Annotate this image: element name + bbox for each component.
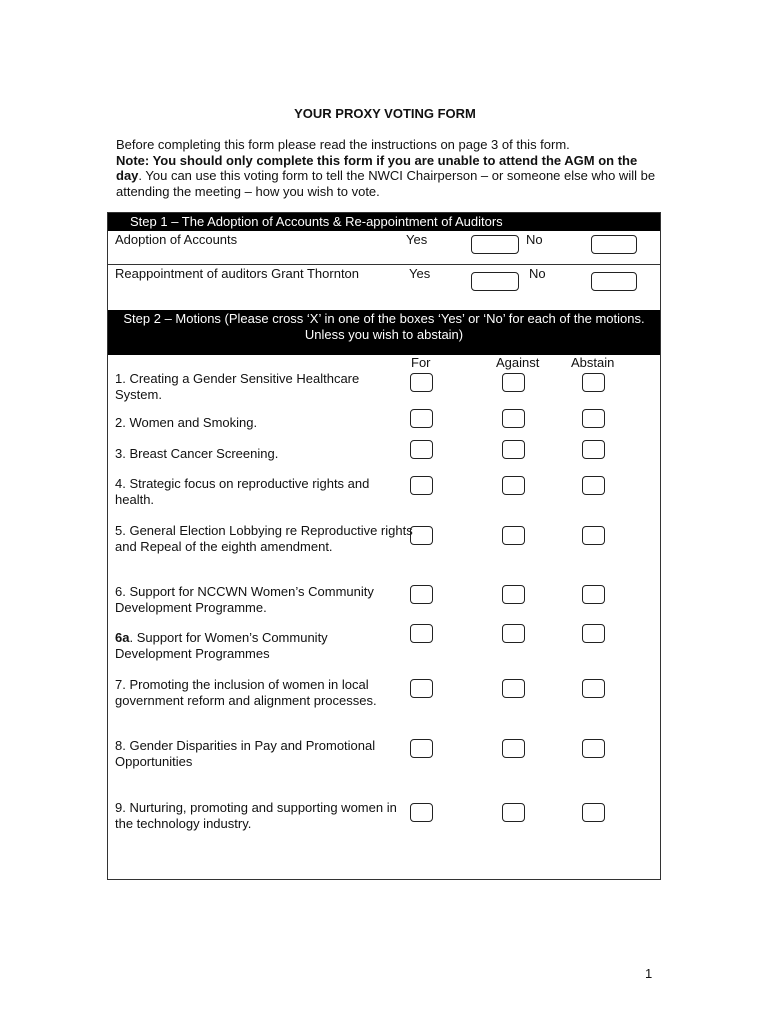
motion-6a-text — [115, 630, 405, 661]
motion-2-against-checkbox[interactable] — [502, 409, 525, 428]
intro-line1: Before completing this form please read the instructions on page 3 of this form. — [116, 137, 570, 152]
motion-2-for-checkbox[interactable] — [410, 409, 433, 428]
no-label: No — [529, 266, 546, 281]
page-number: 1 — [645, 966, 653, 981]
motion-8-against-checkbox[interactable] — [502, 739, 525, 758]
motion-9-text: 9. Nurturing, promoting and supporting women in the technology industry. — [115, 800, 397, 831]
motion-3-abstain-checkbox[interactable] — [582, 440, 605, 459]
motion-6a-number: 6a — [115, 630, 130, 645]
motion-6-for-checkbox[interactable] — [410, 585, 433, 604]
motion-5-text: 5. General Election Lobbying re Reproductive rights and Repeal of the eighth amendment. — [115, 523, 413, 554]
motion-7-against-checkbox[interactable] — [502, 679, 525, 698]
divider — [108, 264, 660, 265]
motion-7-for-checkbox[interactable] — [410, 679, 433, 698]
motion-9-against-checkbox[interactable] — [502, 803, 525, 822]
motion-1-against-checkbox[interactable] — [502, 373, 525, 392]
motion-1-for-checkbox[interactable] — [410, 373, 433, 392]
intro-text — [116, 137, 661, 199]
adoption-no-checkbox[interactable] — [591, 235, 637, 254]
step1-heading: Step 1 – The Adoption of Accounts & Re-appointment of Auditors — [108, 213, 660, 231]
motion-6a-against-checkbox[interactable] — [502, 624, 525, 643]
motion-4-against-checkbox[interactable] — [502, 476, 525, 495]
motion-1-text: 1. Creating a Gender Sensitive Healthcare System. — [115, 371, 360, 402]
motion-8-abstain-checkbox[interactable] — [582, 739, 605, 758]
column-against: Against — [496, 355, 540, 370]
motion-3-against-checkbox[interactable] — [502, 440, 525, 459]
intro-note-bold: Note: You should only complete this form if you are unable to attend the AGM on the day — [116, 152, 638, 183]
step2-heading: Step 2 – Motions (Please cross ‘X’ in one of the boxes ‘Yes’ or ‘No’ for each of the motions. Unless you wish to abstain) — [108, 310, 660, 355]
motion-5-against-checkbox[interactable] — [502, 526, 525, 545]
motion-7-text: 7. Promoting the inclusion of women in local government reform and alignment processes. — [115, 677, 377, 708]
motion-6a-label: . Support for Women’s Community Development Programmes — [115, 630, 328, 661]
auditors-no-checkbox[interactable] — [591, 272, 637, 291]
column-for: For — [411, 355, 431, 370]
motion-5-for-checkbox[interactable] — [410, 526, 433, 545]
motion-6-text: 6. Support for NCCWN Women’s Community Development Programme. — [115, 584, 374, 615]
form-title: YOUR PROXY VOTING FORM — [294, 106, 476, 121]
motion-3-for-checkbox[interactable] — [410, 440, 433, 459]
yes-label: Yes — [409, 266, 431, 281]
step1-row-label: Adoption of Accounts — [115, 232, 238, 247]
auditors-yes-checkbox[interactable] — [471, 272, 519, 291]
motion-2-text: 2. Women and Smoking. — [115, 415, 258, 430]
motion-9-abstain-checkbox[interactable] — [582, 803, 605, 822]
motion-8-text: 8. Gender Disparities in Pay and Promotional Opportunities — [115, 738, 376, 769]
motion-4-text: 4. Strategic focus on reproductive rights and health. — [115, 476, 370, 507]
intro-note-rest: . You can use this voting form to tell the NWCI Chairperson – or someone else who will be attending the meeting – how you wish to vote. — [116, 168, 656, 199]
yes-label: Yes — [406, 232, 428, 247]
motion-6a-for-checkbox[interactable] — [410, 624, 433, 643]
motion-8-for-checkbox[interactable] — [410, 739, 433, 758]
motion-6a-abstain-checkbox[interactable] — [582, 624, 605, 643]
motion-9-for-checkbox[interactable] — [410, 803, 433, 822]
motion-4-abstain-checkbox[interactable] — [582, 476, 605, 495]
step1-row-label: Reappointment of auditors Grant Thornton — [115, 266, 360, 281]
motion-3-text: 3. Breast Cancer Screening. — [115, 446, 279, 461]
motion-6-against-checkbox[interactable] — [502, 585, 525, 604]
voting-form — [107, 212, 661, 880]
no-label: No — [526, 232, 543, 247]
motion-6-abstain-checkbox[interactable] — [582, 585, 605, 604]
motion-1-abstain-checkbox[interactable] — [582, 373, 605, 392]
column-abstain: Abstain — [571, 355, 615, 370]
adoption-yes-checkbox[interactable] — [471, 235, 519, 254]
motion-4-for-checkbox[interactable] — [410, 476, 433, 495]
motion-7-abstain-checkbox[interactable] — [582, 679, 605, 698]
motion-5-abstain-checkbox[interactable] — [582, 526, 605, 545]
motion-2-abstain-checkbox[interactable] — [582, 409, 605, 428]
